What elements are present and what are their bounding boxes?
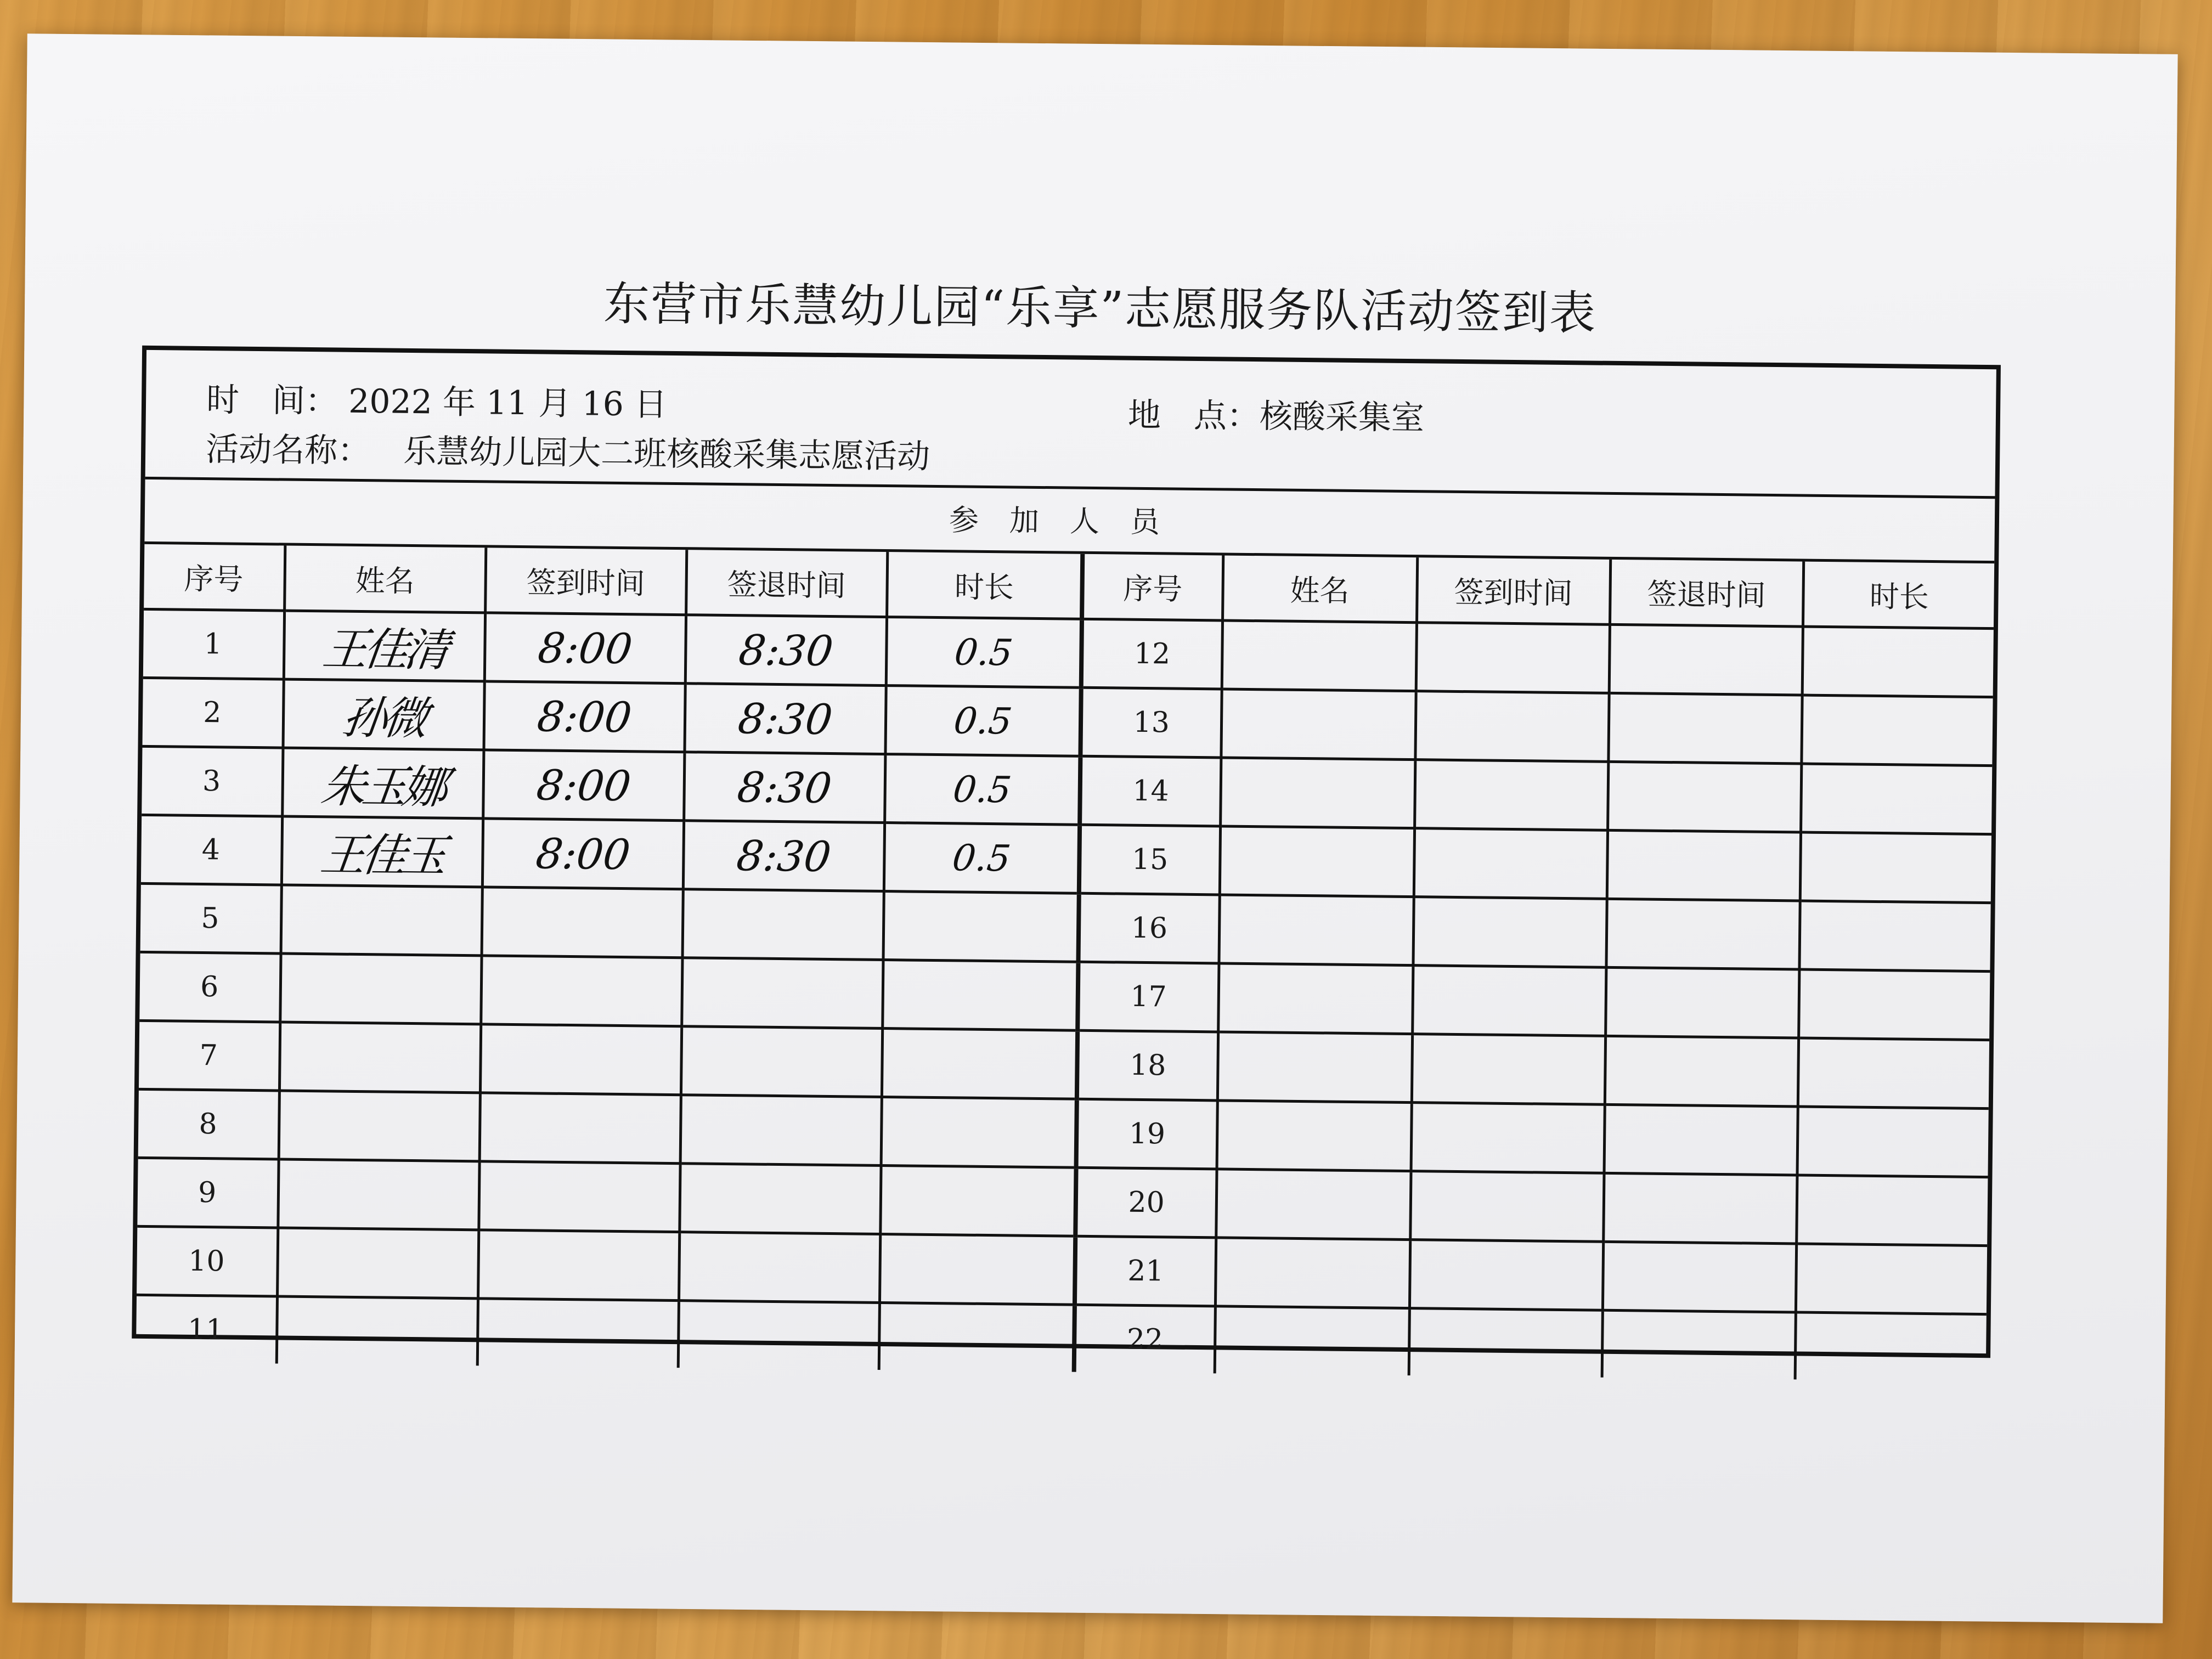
duration-cell	[1798, 969, 1990, 1040]
place-value: 核酸采集室	[1259, 397, 1425, 438]
name-cell	[1218, 963, 1413, 1034]
header-sign-out: 签退时间	[1610, 560, 1803, 627]
handwritten-out: 8:30	[735, 693, 835, 744]
header-duration: 时长	[887, 552, 1082, 619]
duration-cell	[1797, 1107, 1988, 1177]
name-cell	[283, 679, 484, 750]
sign-out-cell	[1605, 1036, 1798, 1107]
day-unit: 日	[634, 385, 668, 424]
activity-label: 活动名称：	[205, 430, 371, 471]
sign-in-cell	[483, 681, 685, 752]
sign-in-cell	[482, 819, 684, 889]
name-cell	[281, 816, 483, 887]
name-cell	[1217, 1032, 1412, 1103]
sign-in-cell	[1414, 760, 1608, 831]
sign-in-cell	[1409, 1240, 1603, 1311]
place-line	[1128, 389, 1425, 439]
name-cell	[1217, 1101, 1412, 1171]
paper-sheet	[12, 33, 2177, 1623]
handwritten-name: 王佳清	[320, 623, 448, 677]
name-cell	[1220, 826, 1414, 897]
row-number: 18	[1077, 1030, 1218, 1101]
header-name: 姓名	[284, 546, 486, 613]
sign-out-cell	[685, 615, 887, 686]
name-cell	[1221, 689, 1415, 760]
sign-in-cell	[477, 1299, 679, 1368]
sign-in-cell	[479, 1093, 681, 1164]
handwritten-out: 8:30	[733, 831, 833, 881]
duration-cell	[882, 1029, 1077, 1099]
row-number: 7	[139, 1020, 280, 1091]
row-number: 10	[137, 1226, 278, 1296]
name-cell	[279, 1022, 481, 1093]
participants-heading: 参加人员	[144, 479, 1995, 563]
name-cell	[1218, 895, 1413, 966]
duration-cell	[886, 617, 1082, 688]
duration-cell	[885, 686, 1081, 757]
activity-value: 乐慧幼儿园大二班核酸采集志愿活动	[403, 432, 930, 476]
day-value: 16	[582, 385, 624, 424]
sign-out-cell	[682, 889, 884, 960]
row-number: 5	[140, 883, 281, 953]
handwritten-in: 8:00	[533, 828, 633, 879]
sign-in-cell	[1412, 1034, 1605, 1105]
sign-in-cell	[481, 956, 682, 1026]
duration-cell	[1800, 832, 1991, 903]
row-number: 3	[142, 746, 283, 816]
activity-line	[206, 423, 930, 478]
row-number: 13	[1080, 687, 1221, 758]
name-cell	[279, 1091, 480, 1161]
duration-cell	[1795, 1312, 1987, 1381]
sign-in-cell	[1416, 623, 1610, 693]
sign-out-cell	[1609, 624, 1803, 695]
sign-in-cell	[478, 1161, 680, 1232]
sign-out-cell	[1603, 1173, 1797, 1244]
row-number: 14	[1080, 756, 1221, 826]
handwritten-dur: 0.5	[950, 836, 1013, 879]
duration-cell	[884, 823, 1080, 894]
row-number: 1	[143, 609, 284, 679]
name-cell	[280, 953, 481, 1024]
duration-cell	[1798, 1038, 1989, 1109]
month-unit: 月	[538, 384, 572, 424]
duration-cell	[1802, 627, 1994, 697]
sign-in-form	[132, 346, 2001, 1358]
handwritten-name: 孙微	[339, 692, 427, 745]
row-number: 17	[1077, 962, 1218, 1032]
year-value: 2022	[348, 382, 433, 422]
sign-in-cell	[483, 750, 684, 821]
time-label: 时 间：	[206, 381, 338, 421]
duration-cell	[881, 1097, 1077, 1167]
year-unit: 年	[442, 383, 476, 422]
name-cell	[282, 748, 483, 819]
sign-in-cell	[1413, 897, 1606, 968]
row-number: 16	[1078, 893, 1219, 963]
name-cell	[276, 1296, 478, 1365]
sign-out-cell	[681, 958, 883, 1029]
sign-in-cell	[1412, 966, 1606, 1036]
sign-out-cell	[1607, 761, 1801, 832]
sign-in-cell	[478, 1230, 679, 1301]
header-sign-in: 签到时间	[485, 548, 686, 614]
handwritten-out: 8:30	[736, 625, 836, 675]
handwritten-in: 8:00	[534, 691, 634, 742]
duration-cell	[879, 1302, 1075, 1372]
sign-out-cell	[684, 684, 885, 754]
name-cell	[1222, 620, 1417, 691]
sign-in-cell	[1415, 691, 1609, 762]
row-number: 6	[139, 952, 280, 1022]
row-number: 9	[137, 1158, 278, 1228]
duration-cell	[1799, 901, 1990, 972]
date-line	[206, 374, 668, 426]
handwritten-dur: 0.5	[951, 768, 1013, 811]
row-number: 12	[1081, 619, 1222, 689]
duration-cell	[1796, 1175, 1988, 1246]
row-number: 2	[143, 678, 284, 748]
row-number: 8	[138, 1089, 279, 1159]
header-sign-out: 签退时间	[686, 550, 887, 617]
row-number: 20	[1075, 1167, 1216, 1238]
name-cell	[1215, 1306, 1409, 1375]
handwritten-name: 朱玉娜	[318, 760, 447, 814]
activity-info	[145, 350, 1996, 499]
sign-out-cell	[681, 1026, 882, 1097]
handwritten-name: 王佳玉	[318, 828, 446, 883]
duration-cell	[1801, 764, 1992, 834]
duration-cell	[879, 1234, 1075, 1305]
sign-out-cell	[684, 752, 885, 823]
sign-out-cell	[1605, 967, 1799, 1038]
sign-in-cell	[480, 1024, 681, 1095]
handwritten-in: 8:00	[534, 760, 634, 810]
sign-out-cell	[1608, 693, 1802, 764]
sign-in-cell	[484, 613, 686, 684]
header-seq: 序号	[1082, 554, 1223, 620]
row-number: 4	[141, 815, 282, 885]
sign-in-cell	[1414, 828, 1607, 899]
sign-in-cell	[1410, 1171, 1604, 1242]
name-cell	[1216, 1169, 1410, 1240]
sign-in-cell	[1409, 1308, 1602, 1378]
header-sign-in: 签到时间	[1417, 557, 1610, 624]
name-cell	[277, 1228, 478, 1299]
name-cell	[278, 1159, 479, 1230]
name-cell	[1220, 758, 1415, 828]
sign-in-cell	[482, 887, 683, 958]
duration-cell	[883, 891, 1079, 962]
handwritten-in: 8:00	[535, 623, 635, 673]
row-number: 11	[136, 1295, 277, 1363]
sign-out-cell	[679, 1164, 881, 1234]
duration-cell	[880, 1165, 1076, 1236]
row-number: 15	[1079, 825, 1220, 895]
handwritten-dur: 0.5	[952, 630, 1015, 674]
form-title: 东营市乐慧幼儿园“乐享”志愿服务队活动签到表	[603, 276, 1597, 340]
handwritten-dur: 0.5	[951, 699, 1014, 742]
row-number: 22	[1074, 1305, 1215, 1373]
sign-in-cell	[1411, 1103, 1605, 1173]
duration-cell	[882, 960, 1078, 1031]
name-cell	[284, 611, 485, 681]
duration-cell	[1796, 1244, 1987, 1314]
sign-out-cell	[1604, 1104, 1798, 1175]
month-value: 11	[486, 383, 528, 423]
handwritten-out: 8:30	[735, 762, 834, 812]
duration-cell	[1801, 695, 1993, 766]
place-label: 地 点：	[1127, 396, 1260, 436]
sign-out-cell	[679, 1232, 880, 1303]
name-cell	[1215, 1238, 1410, 1308]
sign-out-cell	[1606, 899, 1799, 969]
sign-out-cell	[678, 1301, 879, 1370]
sign-out-cell	[1602, 1310, 1796, 1379]
participants-table	[136, 544, 1994, 1381]
name-cell	[281, 885, 482, 956]
header-duration: 时长	[1803, 562, 1994, 629]
sign-out-cell	[1607, 830, 1801, 901]
sign-out-cell	[1602, 1242, 1796, 1312]
row-number: 21	[1075, 1236, 1216, 1306]
duration-cell	[884, 754, 1080, 825]
header-name: 姓名	[1222, 555, 1417, 622]
sign-out-cell	[680, 1095, 882, 1166]
header-seq: 序号	[144, 544, 285, 611]
row-number: 19	[1076, 1099, 1217, 1169]
sign-out-cell	[683, 821, 884, 891]
